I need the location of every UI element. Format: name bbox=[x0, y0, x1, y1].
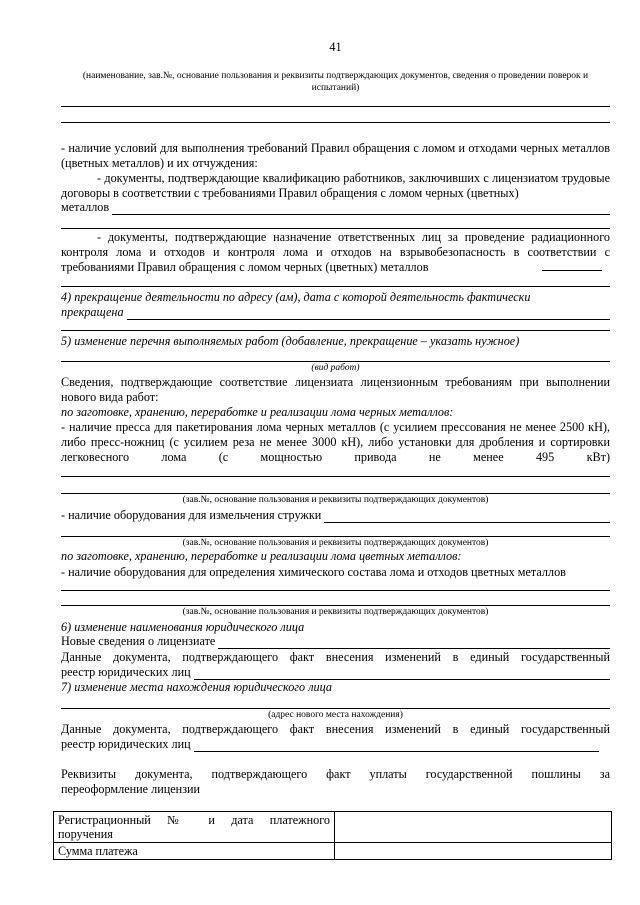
registry-paragraph-2: Данные документа, подтверждающего факт внесения изменений в единый государственный bbox=[61, 722, 610, 736]
fee-paragraph-line1: Реквизиты документа, подтверждающего факт уплаты государственной пошлины за bbox=[61, 767, 610, 781]
docs-qualification-paragraph: - документы, подтверждающие квалификацию работников, заключивших с лицензиатом трудовые договоры в соответствии с требованиями Правил обращения с ломом черных (цветных) bbox=[61, 171, 610, 200]
item4-date-row bbox=[61, 305, 610, 320]
item7-heading: 7) изменение места нахождения юридического лица bbox=[61, 680, 332, 694]
table-row bbox=[54, 843, 612, 860]
payment-table bbox=[53, 811, 612, 860]
payment-order-value-cell[interactable] bbox=[335, 812, 612, 843]
ferrous-heading: по заготовке, хранению, переработке и реализации лома черных металлов: bbox=[61, 405, 454, 419]
caption-equipment-3: (зав.№, основание пользования и реквизиты подтверждающих документов) bbox=[182, 607, 489, 617]
payment-order-label-line2: поручения bbox=[58, 827, 113, 841]
fill-line bbox=[61, 590, 610, 591]
info-paragraph: Сведения, подтверждающие соответствие лицензиата лицензионным требованиям при выполнении нового вида работ: bbox=[61, 375, 610, 404]
caption-equipment-2: (зав.№, основание пользования и реквизиты подтверждающих документов) bbox=[182, 538, 489, 548]
fee-paragraph-line2: переоформление лицензии bbox=[61, 782, 201, 796]
payment-sum-label-cell: Сумма платежа bbox=[54, 843, 335, 860]
payment-sum-value-cell[interactable] bbox=[335, 843, 612, 860]
registry-row-2 bbox=[61, 737, 610, 752]
fill-line bbox=[61, 330, 610, 331]
nonferrous-heading: по заготовке, хранению, переработке и реализации лома цветных металлов: bbox=[61, 549, 462, 563]
press-paragraph: - наличие пресса для пакетирования лома черных металлов (с усилием прессования не менее 2500 кН), либо пресс-ножниц (с усилием реза не менее 3000 кН), либо установки для дробления и сортировки легковесного лома (с мощностью привода не менее 495 кВт) bbox=[61, 420, 610, 464]
shavings-label: - наличие оборудования для измельчения стружки bbox=[61, 508, 322, 522]
page-number: 41 bbox=[329, 40, 342, 54]
registry-row-1 bbox=[61, 665, 610, 680]
fill-line bbox=[61, 286, 610, 287]
docs-qualification-end-row bbox=[61, 200, 610, 215]
caption-address: (адрес нового места нахождения) bbox=[268, 710, 403, 720]
shavings-field[interactable] bbox=[324, 510, 610, 523]
caption-work-type: (вид работ) bbox=[311, 363, 360, 373]
item4-date-label: прекращена bbox=[61, 305, 124, 319]
item6-heading: 6) изменение наименования юридического лица bbox=[61, 620, 305, 634]
registry-end-label-2: реестр юридических лиц bbox=[61, 737, 191, 751]
item4-heading: 4) прекращение деятельности по адресу (ам), дата с которой деятельность фактически bbox=[61, 290, 531, 304]
payment-order-label-cell bbox=[54, 812, 335, 843]
docs-qualification-field[interactable] bbox=[112, 202, 610, 215]
docs-responsible-paragraph: - документы, подтверждающие назначение ответственных лиц за проведение радиационного контроля лома и отходов и контроля лома и отходов на взрывобезопасность в соответствии с требованиями Правил обращения с ломом черных (цветных) металлов bbox=[61, 230, 610, 274]
registry-end-label-1: реестр юридических лиц bbox=[61, 665, 191, 679]
table-row bbox=[54, 812, 612, 843]
registry-field-1[interactable] bbox=[194, 667, 610, 680]
conditions-paragraph: - наличие условий для выполнения требований Правил обращения с ломом и отходами черных металлов (цветных металлов) и их отчуждения: bbox=[61, 141, 610, 170]
new-info-row bbox=[61, 634, 610, 649]
caption-equipment-1: (зав.№, основание пользования и реквизиты подтверждающих документов) bbox=[182, 495, 489, 505]
item4-date-field[interactable] bbox=[127, 307, 610, 320]
payment-order-label-line1: Регистрационный № и дата платежного bbox=[58, 813, 330, 827]
fill-line bbox=[61, 476, 610, 477]
registry-field-2[interactable] bbox=[194, 739, 599, 752]
fill-line bbox=[61, 228, 610, 229]
new-info-label: Новые сведения о лицензиате bbox=[61, 634, 216, 648]
docs-qualification-end-label: металлов bbox=[61, 200, 110, 214]
docs-responsible-field[interactable] bbox=[542, 259, 602, 271]
fill-line bbox=[61, 106, 610, 107]
chem-label: - наличие оборудования для определения химического состава лома и отходов цветных металлов bbox=[61, 565, 566, 579]
item5-heading: 5) изменение перечня выполняемых работ (добавление, прекращение – указать нужное) bbox=[61, 334, 520, 348]
caption-equipment-verification: (наименование, зав.№, основание пользования и реквизиты подтверждающих документов, сведения о проведении поверок и испытаний) bbox=[82, 71, 589, 93]
shavings-row bbox=[61, 508, 610, 523]
new-info-field[interactable] bbox=[218, 636, 610, 649]
registry-paragraph-1: Данные документа, подтверждающего факт внесения изменений в единый государственный bbox=[61, 650, 610, 664]
fill-line bbox=[61, 122, 610, 123]
